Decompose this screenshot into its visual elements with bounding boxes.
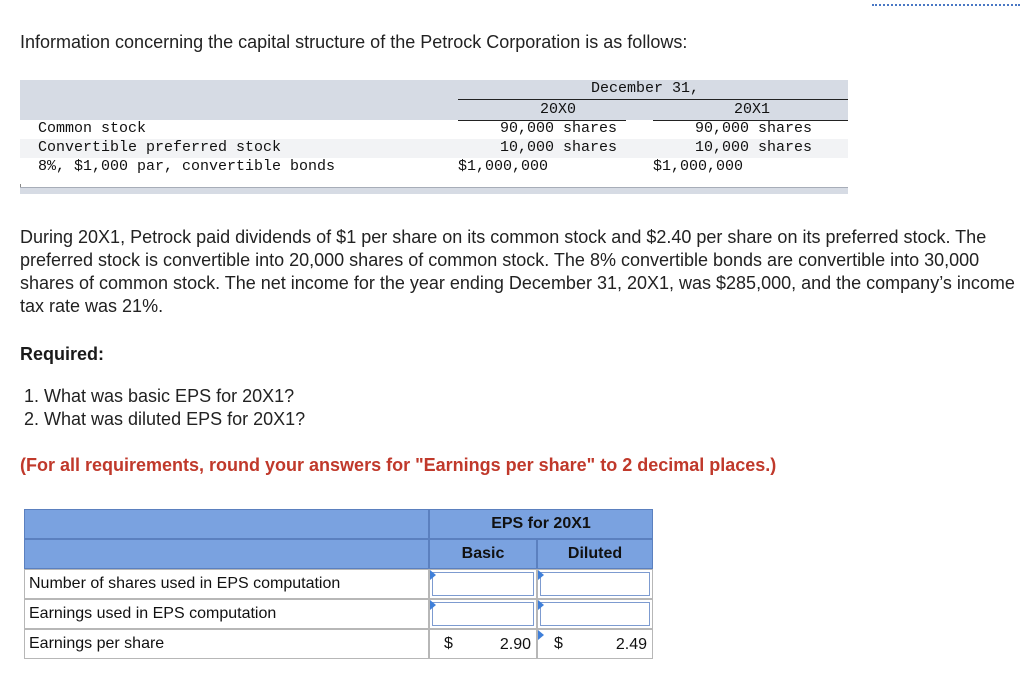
earnings-diluted-input[interactable] (540, 602, 650, 626)
row-common-20x1: 90,000 shares (695, 120, 813, 137)
input-flag-icon (430, 600, 436, 610)
table-header-band (20, 80, 848, 120)
eps-basic-cell (429, 629, 537, 659)
row-label-common-stock: Common stock (38, 120, 147, 137)
eps-diluted-input[interactable] (570, 632, 650, 656)
table-bottom-band (20, 187, 848, 194)
input-flag-icon (538, 600, 544, 610)
earnings-basic-cell (429, 599, 537, 629)
eps-diluted-value: 2.49 (615, 636, 647, 653)
row-label-earnings: Earnings used in EPS computation (24, 599, 429, 629)
eps-basic-input[interactable] (460, 632, 534, 656)
shares-diluted-cell (537, 569, 653, 599)
row-preferred-20x0: 10,000 shares (500, 139, 618, 156)
shares-diluted-input[interactable] (540, 572, 650, 596)
row-preferred-20x1: 10,000 shares (695, 139, 813, 156)
row-common-20x0: 90,000 shares (500, 120, 618, 137)
earnings-diluted-cell (537, 599, 653, 629)
required-heading: Required: (20, 344, 105, 364)
top-dotted-border (872, 4, 1020, 6)
period-header: December 31, (591, 80, 700, 97)
question-1: 1. What was basic EPS for 20X1? (24, 386, 295, 406)
shares-basic-cell (429, 569, 537, 599)
row-bonds-20x1: $1,000,000 (653, 158, 744, 175)
col-header-basic: Basic (429, 539, 537, 569)
period-underline (458, 99, 848, 100)
question-2: 2. What was diluted EPS for 20X1? (24, 409, 306, 429)
rounding-instruction: (For all requirements, round your answers for "Earnings per share" to 2 decimal places.) (20, 455, 777, 475)
row-label-bonds: 8%, $1,000 par, convertible bonds (38, 158, 336, 175)
header-blank-2 (24, 539, 429, 569)
shares-basic-input[interactable] (432, 572, 534, 596)
intro-text: Information concerning the capital structure of the Petrock Corporation is as follows: (20, 32, 688, 52)
dollar-sign: $ (444, 635, 453, 652)
row-label-shares: Number of shares used in EPS computation (24, 569, 429, 599)
eps-header-title: EPS for 20X1 (429, 509, 653, 539)
input-flag-icon (538, 570, 544, 580)
eps-basic-value: 2.90 (499, 636, 531, 653)
eps-diluted-cell (537, 629, 653, 659)
dollar-sign: $ (554, 635, 563, 652)
year-header-20x1: 20X1 (734, 101, 771, 118)
earnings-basic-input[interactable] (432, 602, 534, 626)
header-blank-1 (24, 509, 429, 539)
row-bonds-20x0: $1,000,000 (458, 158, 549, 175)
row-label-preferred-stock: Convertible preferred stock (38, 139, 282, 156)
col-header-diluted: Diluted (537, 539, 653, 569)
problem-paragraph: During 20X1, Petrock paid dividends of $1 per share on its common stock and $2.40 per share on its preferred stock. The preferred stock is convertible into 20,000 shares of common stock. The 8% convertible bonds are convertible into 30,000 shares of common stock. The net income for the year ending December 31, 20X1, was $285,000, and the company’s income tax rate was 21%. (20, 227, 1015, 316)
year-header-20x0: 20X0 (540, 101, 577, 118)
row-label-eps: Earnings per share (24, 629, 429, 659)
input-flag-icon (538, 630, 544, 640)
input-flag-icon (430, 570, 436, 580)
